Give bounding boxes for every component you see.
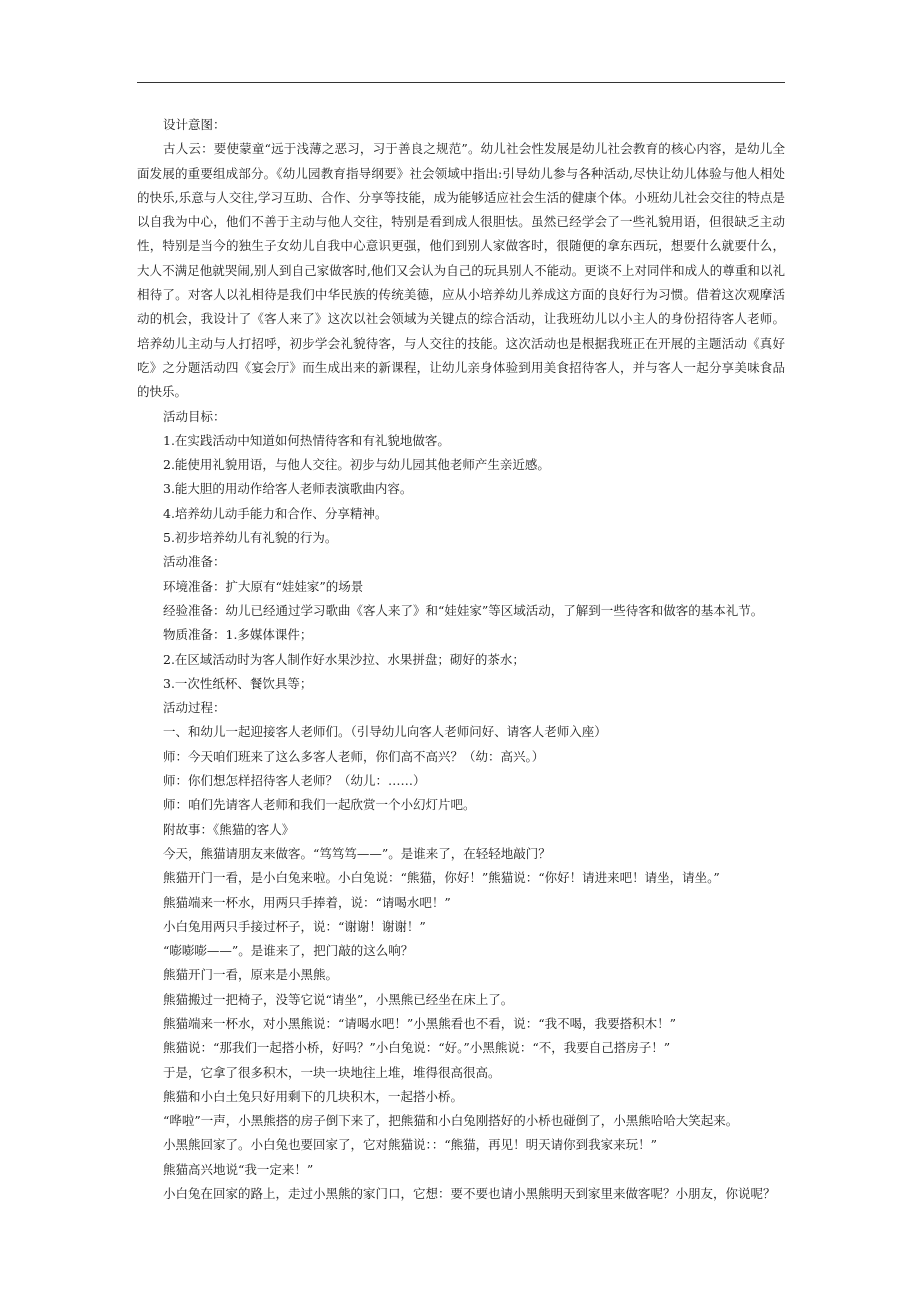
- process-line: “嘭嘭嘭——”。是谁来了，把门敲的这么响？: [163, 943, 414, 959]
- process-line: 附故事：《熊猫的客人》: [163, 821, 295, 837]
- prep-item: 经验准备：幼儿已经通过学习歌曲《客人来了》和“娃娃家”等区域活动，了解到一些待客和做客的基本礼节。: [163, 602, 764, 618]
- process-line: 熊猫开门一看，原来是小黑熊。: [163, 967, 339, 983]
- intro-paragraph: 古人云：要使蒙童“远于浅薄之恶习，习于善良之规范”。幼儿社会性发展是幼儿社会教育的核心内容，是幼儿全面发展的重要组成部分。《幼儿园教育指导纲要》社会领域中指出:引导幼儿参与各种活动,尽快让幼儿体验与他人相处的快乐,乐意与人交往,学习互助、合作、分享等技能，成为能够适应社会生活的健康个体。小班幼儿社会交往的特点是以自我为中心，他们不善于主动与他人交往，特别是看到成人很胆怯。虽然已经学会了一些礼貌用语，但很缺乏主动性，特别是当今的独生子女幼儿自我中心意识更强，他们到别人家做客时，很随便的拿东西玩，想要什么就要什么，大人不满足他就哭闹,别人到自己家做客时,他们又会认为自己的玩具别人不能动。更谈不上对同伴和成人的尊重和以礼相待了。对客人以礼相待是我们中华民族的传统美德，应从小培养幼儿养成这方面的良好行为习惯。借着这次观摩活动的机会，我设计了《客人来了》这次以社会领域为关键点的综合活动，让我班幼儿以小主人的身份招待客人老师。培养幼儿主动与人打招呼，初步学会礼貌待客，与人交往的技能。这次活动也是根据我班正在开展的主题活动《真好吃》之分题活动四《宴会厅》而生成出来的新课程，让幼儿亲身体验到用美食招待客人，并与客人一起分享美味食品的快乐。: [137, 141, 785, 400]
- prep-item: 物质准备：1.多媒体课件；: [163, 627, 313, 643]
- prep-item: 环境准备：扩大原有“娃娃家”的场景: [163, 578, 364, 594]
- process-line: 小白兔在回家的路上，走过小黑熊的家门口，它想：要不要也请小黑熊明天到家里来做客呢？小朋友，你说呢？: [163, 1186, 776, 1202]
- header-rule: [137, 82, 785, 83]
- heading-process: 活动过程：: [163, 700, 226, 716]
- goal-item: 5.初步培养幼儿有礼貌的行为。: [163, 530, 338, 546]
- goal-item: 2.能使用礼貌用语，与他人交往。初步与幼儿园其他老师产生亲近感。: [163, 457, 550, 473]
- process-line: 今天，熊猫请朋友来做客。“笃笃笃——”。是谁来了，在轻轻地敲门？: [163, 845, 551, 861]
- process-line: 熊猫开门一看，是小白兔来啦。小白兔说：“熊猫，你好！”熊猫说：“你好！请进来吧！请坐，请坐。”: [163, 870, 720, 886]
- prep-item: 2.在区域活动时为客人制作好水果沙拉、水果拼盘；砌好的茶水；: [163, 651, 525, 667]
- goal-item: 1.在实践活动中知道如何热情待客和有礼貌地做客。: [163, 432, 450, 448]
- process-line: 师：你们想怎样招待客人老师？（幼儿：……）: [163, 773, 426, 789]
- prep-item: 3.一次性纸杯、餐饮具等；: [163, 675, 313, 691]
- process-line: 熊猫端来一杯水，对小黑熊说：“请喝水吧！”小黑熊看也不看，说：“我不喝，我要搭积木！”: [163, 1015, 677, 1031]
- heading-preparation: 活动准备：: [163, 554, 226, 570]
- process-line: 小黑熊回家了。小白兔也要回家了，它对熊猫说：：“熊猫，再见！明天请你到我家来玩！”: [163, 1137, 658, 1153]
- process-line: 师：今天咱们班来了这么多客人老师，你们高不高兴？（幼：高兴。）: [163, 748, 545, 764]
- process-line: 熊猫高兴地说“我一定来！”: [163, 1161, 314, 1177]
- process-line: 一、和幼儿一起迎接客人老师们。（引导幼儿向客人老师问好、请客人老师入座）: [163, 724, 607, 740]
- goal-item: 3.能大胆的用动作给客人老师表演歌曲内容。: [163, 481, 413, 497]
- process-line: 熊猫说：“那我们一起搭小桥，好吗？”小白兔说：“好。”小黑熊说：“不，我要自己搭房子！”: [163, 1040, 671, 1056]
- document-body: [137, 113, 785, 1206]
- process-line: 师：咱们先请客人老师和我们一起欣赏一个小幻灯片吧。: [163, 797, 476, 813]
- goal-item: 4.培养幼儿动手能力和合作、分享精神。: [163, 505, 388, 521]
- process-line: 熊猫和小白土兔只好用剩下的几块积木，一起搭小桥。: [163, 1088, 464, 1104]
- process-line: 小白兔用两只手接过杯子，说：“谢谢！谢谢！”: [163, 918, 426, 934]
- process-line: 熊猫搬过一把椅子，没等它说“请坐”，小黑熊已经坐在床上了。: [163, 991, 514, 1007]
- process-line: “哗啦”一声，小黑熊搭的房子倒下来了，把熊猫和小白兔刚搭好的小桥也碰倒了，小黑熊哈哈大笑起来。: [163, 1113, 739, 1129]
- process-line: 熊猫端来一杯水，用两只手捧着，说：“请喝水吧！”: [163, 894, 451, 910]
- heading-design-intent: 设计意图：: [163, 117, 226, 132]
- process-line: 于是，它拿了很多积木，一块一块地往上堆，堆得很高很高。: [163, 1064, 501, 1080]
- heading-goals: 活动目标：: [163, 408, 226, 424]
